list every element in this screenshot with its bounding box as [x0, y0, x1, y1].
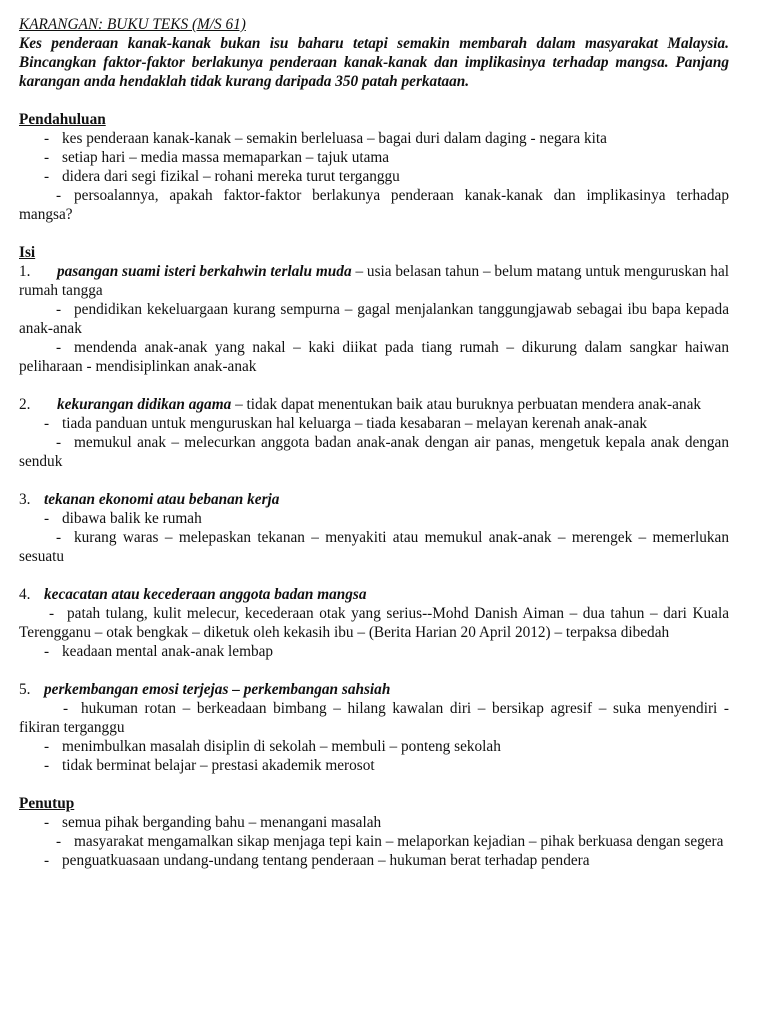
list-item: - memukul anak – melecurkan anggota badan anak-anak dengan air panas, mengetuk kepala anak dengan senduk: [19, 434, 729, 470]
isi-point-2: 2. kekurangan didikan agama – tidak dapat menentukan baik atau buruknya perbuatan mendera anak-anak: [19, 396, 702, 413]
list-item: - semua pihak berganding bahu – menangani masalah: [44, 814, 382, 831]
section-heading-isi: Isi: [19, 244, 36, 261]
list-item: - menimbulkan masalah disiplin di sekolah – membuli – ponteng sekolah: [44, 738, 501, 755]
list-item: - penguatkuasaan undang-undang tentang penderaan – hukuman berat terhadap pendera: [44, 852, 590, 869]
section-heading-pendahuluan: Pendahuluan: [19, 111, 106, 128]
list-item: - tiada panduan untuk menguruskan hal keluarga – tiada kesabaran – melayan kerenah anak-anak: [44, 415, 648, 432]
list-item: - kes penderaan kanak-kanak – semakin berleluasa – bagai duri dalam daging - negara kita: [44, 130, 607, 147]
list-item: - dibawa balik ke rumah: [44, 510, 202, 527]
section-heading-penutup: Penutup: [19, 795, 75, 812]
list-item: - kurang waras – melepaskan tekanan – menyakiti atau memukul anak-anak – merengek – memerlukan sesuatu: [19, 529, 729, 565]
list-item: - persoalannya, apakah faktor-faktor berlakunya penderaan kanak-kanak dan implikasinya terhadap mangsa?: [19, 187, 729, 223]
essay-question: Kes penderaan kanak-kanak bukan isu baharu tetapi semakin membarah dalam masyarakat Malaysia. Bincangkan faktor-faktor berlakunya penderaan kanak-kanak dan implikasinya terhadap mangsa. Panjang karangan anda hendaklah tidak kurang daripada 350 patah perkataan.: [19, 35, 729, 90]
list-item: - hukuman rotan – berkeadaan bimbang – hilang kawalan diri – bersikap agresif – suka menyendiri - fikiran terganggu: [19, 700, 729, 736]
list-item: - setiap hari – media massa memaparkan – tajuk utama: [44, 149, 390, 166]
list-item: - keadaan mental anak-anak lembap: [44, 643, 274, 660]
isi-point-5: 5. perkembangan emosi terjejas – perkembangan sahsiah: [19, 681, 391, 698]
list-item: - mendenda anak-anak yang nakal – kaki diikat pada tiang rumah – dikurung dalam sangkar haiwan peliharaan - mendisiplinkan anak-anak: [19, 339, 729, 375]
list-item: - patah tulang, kulit melecur, kecederaan otak yang serius--Mohd Danish Aiman – dua tahun – dari Kuala Terengganu – otak bengkak – diketuk oleh kekasih ibu – (Berita Harian 20 April 2012) – terpaksa dibedah: [19, 605, 729, 641]
list-item: - pendidikan kekeluargaan kurang sempurna – gagal menjalankan tanggungjawab sebagai ibu bapa kepada anak-anak: [19, 301, 729, 337]
document-title: KARANGAN: BUKU TEKS (M/S 61): [19, 16, 246, 33]
document-page: [19, 15, 729, 870]
list-item: - masyarakat mengamalkan sikap menjaga tepi kain – melaporkan kejadian – pihak berkuasa dengan segera: [56, 833, 724, 850]
isi-point-1: 1. pasangan suami isteri berkahwin terlalu muda – usia belasan tahun – belum matang untuk menguruskan hal rumah tangga: [19, 263, 729, 299]
list-item: - tidak berminat belajar – prestasi akademik merosot: [44, 757, 375, 774]
isi-point-3: 3. tekanan ekonomi atau bebanan kerja: [19, 491, 280, 508]
list-item: - didera dari segi fizikal – rohani mereka turut terganggu: [44, 168, 400, 185]
isi-point-4: 4. kecacatan atau kecederaan anggota badan mangsa: [19, 586, 367, 603]
